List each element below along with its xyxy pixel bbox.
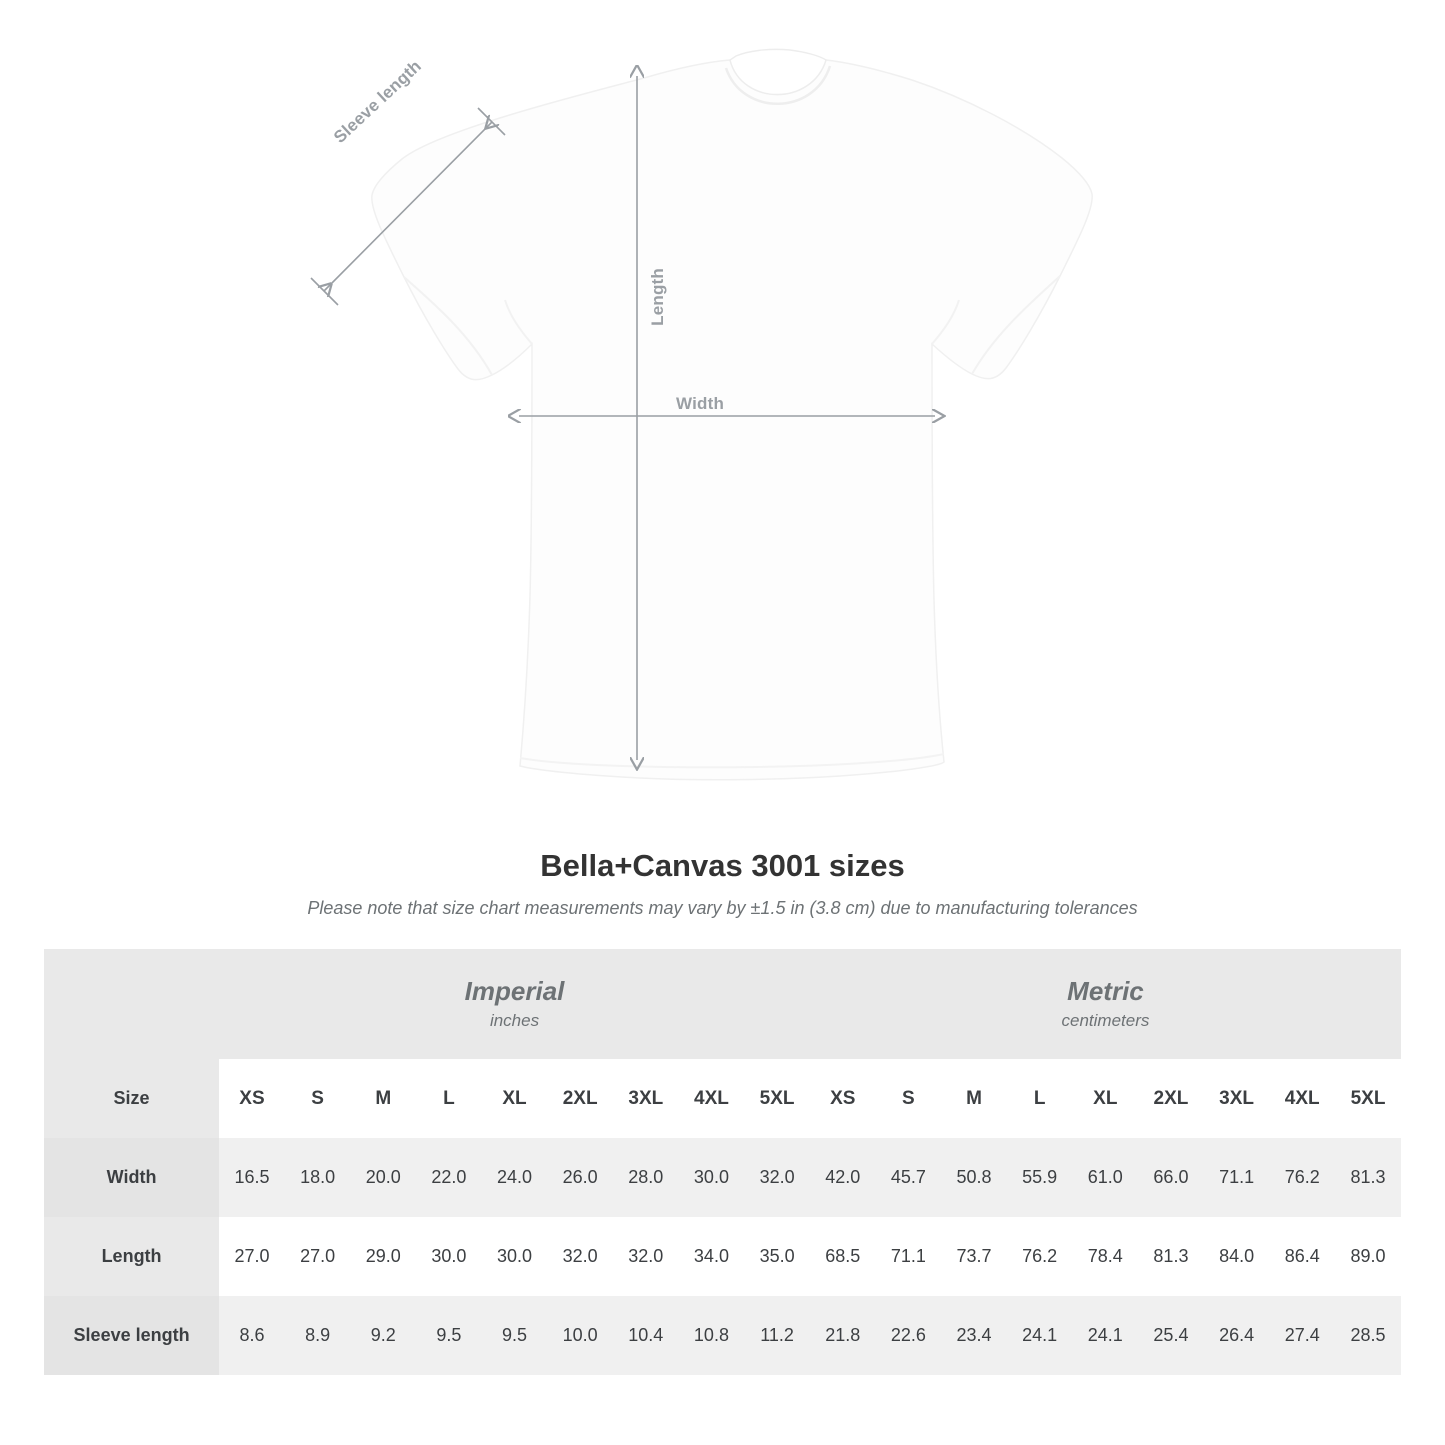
table-cell: 9.5 [416, 1296, 482, 1375]
width-label: Width [676, 394, 725, 413]
table-cell: 26.4 [1204, 1296, 1270, 1375]
table-cell: 27.0 [219, 1217, 285, 1296]
table-cell: 68.5 [810, 1217, 876, 1296]
table-cell: 9.5 [482, 1296, 548, 1375]
table-cell: 26.0 [547, 1138, 613, 1217]
row-label-sleeve-length: Sleeve length [44, 1296, 219, 1375]
size-header-cell: 5XL [1335, 1059, 1401, 1138]
size-header-cell: XL [1072, 1059, 1138, 1138]
table-cell: 18.0 [285, 1138, 351, 1217]
sleeve-length-label: Sleeve length [330, 56, 426, 147]
table-cell: 76.2 [1007, 1217, 1073, 1296]
size-header-cell: 4XL [679, 1059, 745, 1138]
table-cell: 81.3 [1335, 1138, 1401, 1217]
table-cell: 28.0 [613, 1138, 679, 1217]
size-header-cell: 4XL [1269, 1059, 1335, 1138]
table-cell: 25.4 [1138, 1296, 1204, 1375]
length-label: Length [648, 268, 667, 326]
size-header-cell: L [1007, 1059, 1073, 1138]
size-header-cell: 2XL [1138, 1059, 1204, 1138]
table-cell: 50.8 [941, 1138, 1007, 1217]
table-cell: 81.3 [1138, 1217, 1204, 1296]
size-header-cell: S [876, 1059, 942, 1138]
table-cell: 8.9 [285, 1296, 351, 1375]
size-header-cell: 3XL [1204, 1059, 1270, 1138]
table-cell: 20.0 [350, 1138, 416, 1217]
table-cell: 76.2 [1269, 1138, 1335, 1217]
size-header-cell: M [941, 1059, 1007, 1138]
table-cell: 42.0 [810, 1138, 876, 1217]
table-cell: 24.1 [1072, 1296, 1138, 1375]
table-cell: 45.7 [876, 1138, 942, 1217]
table-cell: 34.0 [679, 1217, 745, 1296]
table-cell: 24.0 [482, 1138, 548, 1217]
table-cell: 22.0 [416, 1138, 482, 1217]
table-cell: 10.8 [679, 1296, 745, 1375]
size-header-row [44, 1059, 1401, 1138]
table-cell: 11.2 [744, 1296, 810, 1375]
table-cell: 55.9 [1007, 1138, 1073, 1217]
table-cell: 8.6 [219, 1296, 285, 1375]
table-cell: 10.4 [613, 1296, 679, 1375]
imperial-sub: inches [489, 1011, 540, 1031]
row-label-width: Width [44, 1138, 219, 1217]
table-cell: 27.4 [1269, 1296, 1335, 1375]
table-cell: 32.0 [613, 1217, 679, 1296]
table-row [44, 1138, 1401, 1217]
table-cell: 29.0 [350, 1217, 416, 1296]
table-cell: 30.0 [416, 1217, 482, 1296]
metric-name: Metric [1067, 975, 1144, 1006]
table-cell: 89.0 [1335, 1217, 1401, 1296]
unit-header-spacer [44, 949, 219, 1059]
table-cell: 32.0 [547, 1217, 613, 1296]
size-header-cell: L [416, 1059, 482, 1138]
tolerance-note: Please note that size chart measurements may vary by ±1.5 in (3.8 cm) due to manufacturing tolerances [307, 898, 1138, 918]
table-cell: 32.0 [744, 1138, 810, 1217]
table-cell: 24.1 [1007, 1296, 1073, 1375]
size-header-cell: XL [482, 1059, 548, 1138]
table-cell: 71.1 [876, 1217, 942, 1296]
table-cell: 21.8 [810, 1296, 876, 1375]
size-header-cell: 5XL [744, 1059, 810, 1138]
table-cell: 35.0 [744, 1217, 810, 1296]
table-cell: 73.7 [941, 1217, 1007, 1296]
size-header-cell: XS [219, 1059, 285, 1138]
table-row [44, 1217, 1401, 1296]
imperial-name: Imperial [464, 975, 565, 1006]
table-cell: 30.0 [482, 1217, 548, 1296]
page-title: Bella+Canvas 3001 sizes [540, 848, 905, 883]
metric-header [810, 949, 1401, 1059]
size-table [44, 949, 1401, 1375]
table-row [44, 1296, 1401, 1375]
size-table-wrap [44, 949, 1401, 1375]
table-cell: 16.5 [219, 1138, 285, 1217]
table-cell: 22.6 [876, 1296, 942, 1375]
table-cell: 61.0 [1072, 1138, 1138, 1217]
size-row-label: Size [44, 1059, 219, 1138]
table-cell: 9.2 [350, 1296, 416, 1375]
table-cell: 30.0 [679, 1138, 745, 1217]
table-cell: 78.4 [1072, 1217, 1138, 1296]
imperial-header [219, 949, 810, 1059]
table-cell: 71.1 [1204, 1138, 1270, 1217]
table-cell: 23.4 [941, 1296, 1007, 1375]
row-label-length: Length [44, 1217, 219, 1296]
table-cell: 66.0 [1138, 1138, 1204, 1217]
size-header-cell: XS [810, 1059, 876, 1138]
shirt-shape [372, 49, 1092, 779]
table-cell: 84.0 [1204, 1217, 1270, 1296]
unit-header-row [44, 949, 1401, 1059]
size-header-cell: 2XL [547, 1059, 613, 1138]
metric-sub: centimeters [1061, 1011, 1150, 1031]
size-header-cell: S [285, 1059, 351, 1138]
table-cell: 10.0 [547, 1296, 613, 1375]
size-header-cell: 3XL [613, 1059, 679, 1138]
table-cell: 28.5 [1335, 1296, 1401, 1375]
title-block [0, 848, 1445, 919]
size-header-cell: M [350, 1059, 416, 1138]
table-cell: 27.0 [285, 1217, 351, 1296]
table-cell: 86.4 [1269, 1217, 1335, 1296]
